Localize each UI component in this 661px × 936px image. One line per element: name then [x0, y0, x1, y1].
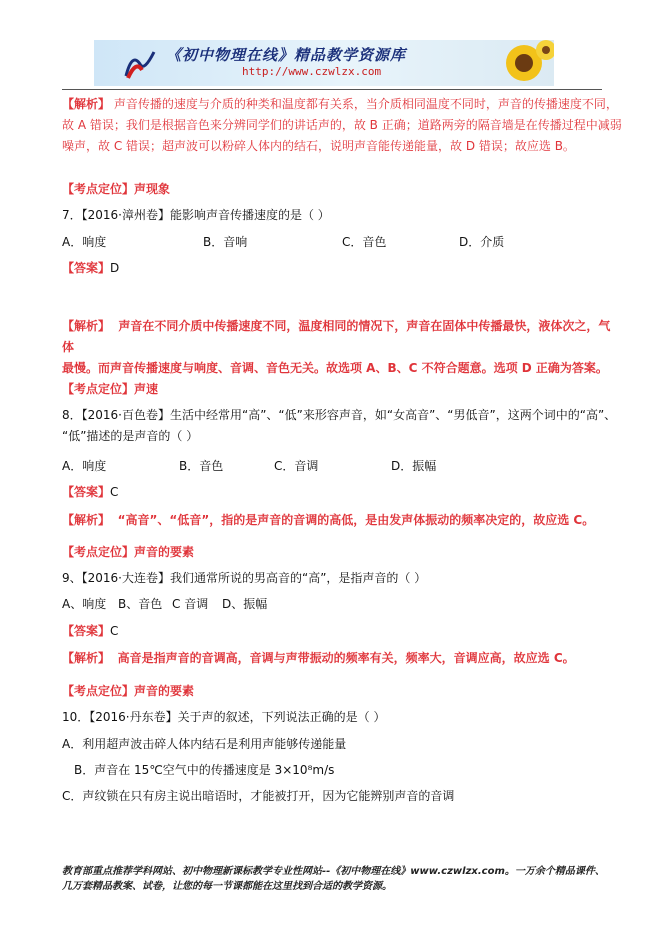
q8-option-a[interactable]: A．响度	[62, 459, 107, 473]
header-divider	[62, 89, 602, 90]
question-9-analysis: 【解析】 高音是指声音的音调高，音调与声带振动的频率有关，频率大，音调应高，故应选 C。	[62, 651, 575, 665]
q8-option-c[interactable]: C．音调	[274, 459, 319, 473]
q10-option-a[interactable]: A．利用超声波击碎人体内结石是利用声能够传递能量	[62, 737, 347, 751]
site-logo-icon	[122, 46, 158, 82]
question-7-stem: 7．【2016·漳州卷】能影响声音传播速度的是（ ）	[62, 208, 330, 222]
knowledge-point-q7: 【考点定位】声速	[62, 382, 159, 396]
question-7-answer: 【答案】D	[62, 261, 120, 275]
question-8-answer: 【答案】C	[62, 485, 119, 499]
q10-option-b[interactable]: B．声音在 15℃空气中的传播速度是 3×10⁸m/s	[74, 763, 335, 777]
q8-option-d[interactable]: D．振幅	[391, 459, 437, 473]
q7-option-a[interactable]: A．响度	[62, 235, 107, 249]
page-footer	[62, 864, 622, 894]
q7-option-d[interactable]: D．介质	[459, 235, 505, 249]
question-8-stem: 8．【2016·百色卷】生活中经常用“高”、“低”来形容声音，如“女高音”、“男低音”，这两个词中的“高”、 “低”描述的是声音的（ ）	[62, 408, 617, 443]
knowledge-point-q8: 【考点定位】声音的要素	[62, 545, 195, 559]
q9-option-d[interactable]: D、振幅	[222, 597, 268, 611]
q8-option-b[interactable]: B．音色	[179, 459, 224, 473]
question-9-answer: 【答案】C	[62, 624, 119, 638]
analysis-block-q6: 【解析】 声音传播的速度与介质的种类和温度都有关系，当介质相同温度不同时，声音的传播速度不同， 故 A 错误；我们是根据音色来分辨同学们的讲话声的，故 B 正确；道路两旁的隔音墙是在传播过程中减弱 噪声，故 C 错误；超声波可以粉碎人体内的结石，说明声音能传递能量，故 D 错误；故应选 B。	[62, 97, 622, 153]
sunflower-icon	[494, 40, 554, 86]
q9-option-b[interactable]: B、音色	[118, 597, 163, 611]
q10-option-c[interactable]: C．声纹锁在只有房主说出暗语时，才能被打开，因为它能辨别声音的音调	[62, 789, 455, 803]
question-8-options	[62, 457, 622, 475]
header-banner	[94, 40, 554, 86]
q9-option-a[interactable]: A、响度	[62, 597, 107, 611]
q7-option-b[interactable]: B．音响	[203, 235, 248, 249]
question-7-options	[62, 233, 622, 251]
question-9-stem: 9、【2016·大连卷】我们通常所说的男高音的“高”，是指声音的（ ）	[62, 571, 427, 585]
footer-line-1: 教育部重点推荐学科网站、初中物理新课标教学专业性网站--《初中物理在线》www.czwlzx.com。一万余个精品课件、	[62, 866, 605, 877]
header-title: 《初中物理在线》精品教学资源库	[166, 46, 407, 64]
knowledge-point-q6: 【考点定位】声现象	[62, 182, 171, 196]
header-url[interactable]: http://www.czwlzx.com	[242, 65, 382, 78]
question-9-options	[62, 595, 622, 613]
question-10-stem: 10．【2016·丹东卷】关于声的叙述，下列说法正确的是（ ）	[62, 710, 386, 724]
question-8-analysis: 【解析】 “高音”、“低音”，指的是声音的音调的高低，是由发声体振动的频率决定的，故应选 C。	[62, 513, 595, 527]
q7-option-c[interactable]: C．音色	[342, 235, 387, 249]
q9-option-c[interactable]: C 音调	[172, 597, 209, 611]
footer-line-2: 几万套精品教案、试卷，让您的每一节课都能在这里找到合适的教学资源。	[62, 881, 392, 892]
knowledge-point-q9: 【考点定位】声音的要素	[62, 684, 195, 698]
question-7-analysis: 【解析】 声音在不同介质中传播速度不同，温度相同的情况下，声音在固体中传播最快，液体次之，气体 最慢。而声音传播速度与响度、音调、音色无关。故选项 A、B、C 不符合题意。选项 D 正确为答案。	[62, 319, 611, 375]
